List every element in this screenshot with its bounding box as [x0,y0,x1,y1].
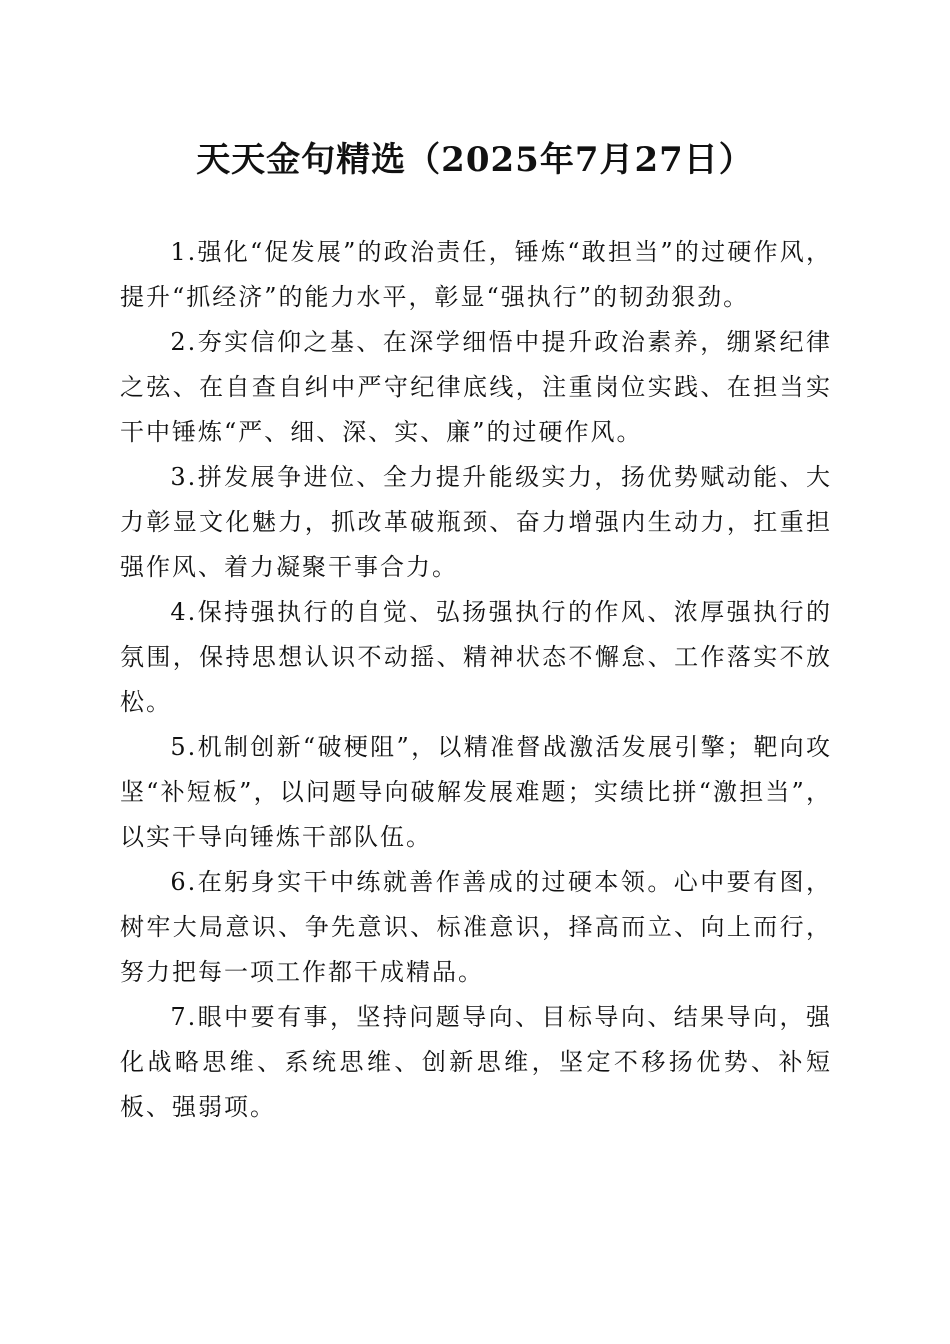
quote-paragraph-5: 5.机制创新“破梗阻”，以精准督战激活发展引擎；靶向攻坚“补短板”，以问题导向破解发展难题；实绩比拼“激担当”，以实干导向锤炼干部队伍。 [120,733,832,851]
quote-paragraph-1: 1.强化“促发展”的政治责任，锤炼“敢担当”的过硬作风，提升“抓经济”的能力水平，彰显“强执行”的韧劲狠劲。 [120,238,832,311]
document-body [120,230,832,1130]
quote-paragraph-6: 6.在躬身实干中练就善作善成的过硬本领。心中要有图，树牢大局意识、争先意识、标准意识，择高而立、向上而行，努力把每一项工作都干成精品。 [120,868,832,986]
quote-paragraph-2: 2.夯实信仰之基、在深学细悟中提升政治素养，绷紧纪律之弦、在自查自纠中严守纪律底线，注重岗位实践、在担当实干中锤炼“严、细、深、实、廉”的过硬作风。 [120,328,832,446]
quote-paragraph-7: 7.眼中要有事，坚持问题导向、目标导向、结果导向，强化战略思维、系统思维、创新思维，坚定不移扬优势、补短板、强弱项。 [120,1003,832,1121]
document-title: 天天金句精选（2025年7月27日） [196,140,754,180]
quote-paragraph-3: 3.拼发展争进位、全力提升能级实力，扬优势赋动能、大力彰显文化魅力，抓改革破瓶颈、奋力增强内生动力，扛重担强作风、着力凝聚干事合力。 [120,463,832,581]
quote-paragraph-4: 4.保持强执行的自觉、弘扬强执行的作风、浓厚强执行的氛围，保持思想认识不动摇、精神状态不懈怠、工作落实不放松。 [120,598,832,716]
